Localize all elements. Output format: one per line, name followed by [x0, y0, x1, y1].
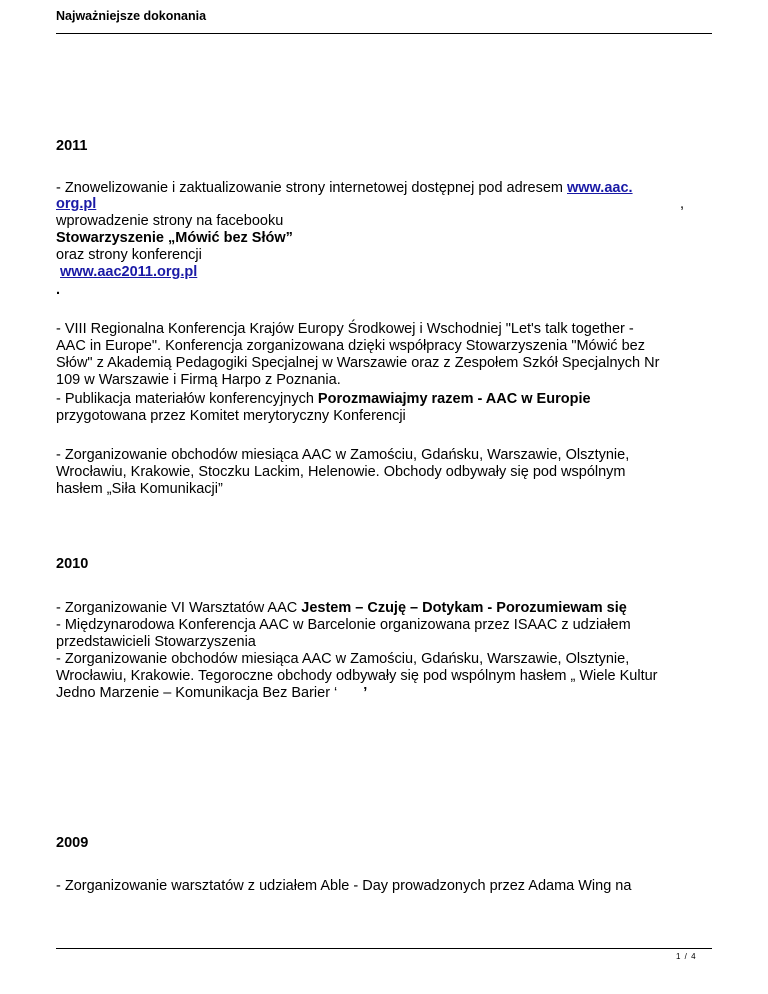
year-heading-2009: 2009: [56, 835, 89, 851]
workshops-text: - Zorganizowanie VI Warsztatów AAC: [56, 600, 302, 616]
item-text: - Znowelizowanie i zaktualizowanie strony internetowej dostępnej pod adresem: [56, 180, 567, 196]
conference-line-3: Słów" z Akademią Pedagogiki Specjalnej w Warszawie oraz z Zespołem Szkół Specjalnych Nr: [56, 355, 660, 371]
comma-mark: ,: [680, 196, 685, 212]
aac-month-line-3: hasłem „Siła Komunikacji”: [56, 481, 223, 497]
year-heading-2011: 2011: [56, 138, 88, 154]
footer-divider: [56, 948, 712, 949]
publication-title: Porozmawiajmy razem - AAC w Europie: [317, 391, 591, 407]
conference-website-link[interactable]: www.aac2011.org.pl: [60, 264, 198, 280]
year-heading-2010: 2010: [56, 556, 89, 572]
conference-link-wrap: [60, 263, 197, 281]
website-link[interactable]: www.aac.: [567, 180, 633, 196]
barcelona-line-1: - Międzynarodowa Konferencja AAC w Barcelonie organizowana przez ISAAC z udziałem: [56, 617, 631, 633]
barcelona-line-2: przedstawicieli Stowarzyszenia: [56, 634, 256, 650]
aac-month-line-1: - Zorganizowanie obchodów miesiąca AAC w Zamościu, Gdańsku, Warszawie, Olsztynie,: [56, 447, 630, 463]
association-name: Stowarzyszenie „Mówić bez Słów”: [56, 230, 293, 246]
closing-quote: ’: [363, 685, 368, 701]
aac-month-line-2: Wrocławiu, Krakowie, Stoczku Lackim, Helenowie. Obchody odbywały się pod wspólnym: [56, 464, 626, 480]
slogan-text: Jedno Marzenie – Komunikacja Bez Barier ‘: [56, 685, 338, 701]
aac-month-2010-line-2: Wrocławiu, Krakowie. Tegoroczne obchody odbywały się pod wspólnym hasłem „ Wiele Kultur: [56, 668, 658, 684]
document-header-title: Najważniejsze dokonania: [56, 9, 207, 23]
publication-text: - Publikacja materiałów konferencyjnych: [56, 391, 318, 407]
conference-line-2: AAC in Europe". Konferencja zorganizowana dzięki współpracy Stowarzyszenia "Mówić bez: [56, 338, 645, 354]
page-number: 1 / 4: [676, 952, 697, 961]
conference-line-4: 109 w Warszawie i Firmą Harpo z Poznania.: [56, 372, 341, 388]
website-link-continued[interactable]: org.pl: [56, 196, 97, 212]
aac-month-2010-line-3: [56, 684, 367, 702]
workshops-title: Jestem – Czuję – Dotykam - Porozumiewam się: [301, 600, 627, 616]
item-website-update: [56, 179, 633, 197]
able-day-line: - Zorganizowanie warsztatów z udziałem Able - Day prowadzonych przez Adama Wing na: [56, 878, 632, 894]
header-divider: [56, 33, 712, 34]
conference-pages-line: oraz strony konferencji: [56, 247, 202, 263]
publication-line: [56, 390, 591, 408]
workshops-line: [56, 599, 627, 617]
facebook-line: wprowadzenie strony na facebooku: [56, 213, 284, 229]
dot-mark: .: [56, 282, 61, 298]
conference-line-1: - VIII Regionalna Konferencja Krajów Europy Środkowej i Wschodniej "Let's talk together -: [56, 321, 634, 337]
aac-month-2010-line-1: - Zorganizowanie obchodów miesiąca AAC w Zamościu, Gdańsku, Warszawie, Olsztynie,: [56, 651, 630, 667]
website-link-wrap: [56, 195, 96, 213]
publication-line-2: przygotowana przez Komitet merytoryczny Konferencji: [56, 408, 406, 424]
